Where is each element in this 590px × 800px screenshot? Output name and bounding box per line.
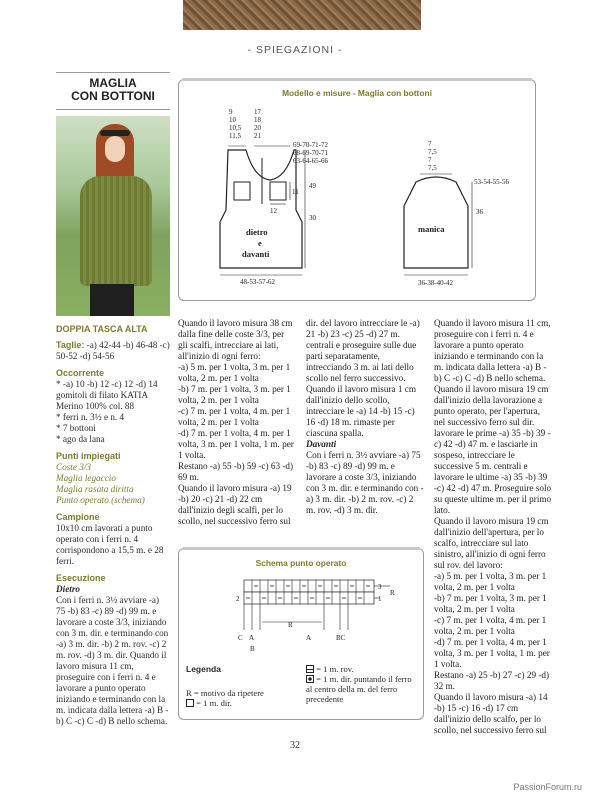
davanti-heading: Davanti [306,439,337,449]
esecuzione-heading: Esecuzione [56,573,106,583]
col4-para: Quando il lavoro misura 11 cm, proseguire con i ferri n. 4 e lavorare a punto operato iniziando e terminando con la m. indicata dalla lettera -a) B -b) C -c) C -d) B nello schema. [434,318,551,383]
campione-text: 10x10 cm lavorati a punto operato con i ferri n. 4 corrispondono a 15,5 m. e 28 ferri. [56,523,164,566]
pocket-width: 12 [270,207,277,215]
bottom-width: 48-53-57-62 [240,278,275,286]
schema-repeat-marker: R [390,589,395,597]
body-label-2: e [258,238,262,248]
punti-heading: Punti impiegati [56,451,121,461]
col2-para: -b) 7 m. per 1 volta, 3 m. per 1 volta, 2 m. per 1 volta [178,384,291,405]
col4-para: Quando il lavoro misura 19 cm dall'inizio della lavorazione a punto operato, per l'apertura, nel successivo ferro sul dir. lavorare le prime -a) 35 -b) 39 -c) 42 -d) 47 m. e lasciarle in sospeso, intrecciare le successive 5 m. centrali e lavorare le ultime -a) 35 -b) 39 -c) 42 -d) 47 m. Proseguire solo su queste ultime m. per il primo lato. [434,384,552,515]
schema-row-3: 3 [378,583,382,591]
pocket-height: 11 [292,188,299,196]
col4-para: Quando il lavoro misura 19 cm dall'inizio dell'apertura, per lo scalfo, intrecciare sul lato sinistro, all'inizio di ogni ferro sul rov. del lavoro: [434,516,549,570]
neck-width-a: 9 [229,108,233,116]
col3-para: Con i ferri n. 3½ avviare -a) 75 -b) 83 -c) 89 -d) 99 m. e lavorare a coste 3/3, iniziando con 3 m. dir. e terminando con -a) 3 m. dir. -b) 2 m. rov. -c) 2 m. rov. -d) 3 m. dir. [306,450,424,515]
height-b: 68-69-70-71 [293,149,328,157]
col2-para: -d) 7 m. per 1 volta, 4 m. per 1 volta, 3 m. per 1 volta, 1 m. per 1 volta. [178,428,294,460]
schema-col-A2: A [306,634,312,642]
col2-para: -c) 7 m. per 1 volta, 4 m. per 1 volta, 2 m. per 1 volta [178,406,291,427]
shoulder-width-c: 20 [254,124,261,132]
occorrente-item: * -a) 10 -b) 12 -c) 12 -d) 14 gomitoli di filato KATIA Merino 100% col. 88 [56,379,158,411]
sleeve-top-a: 7 [428,140,432,148]
schema-col-C: C [238,634,243,642]
legend-special-text: = 1 m. dir. puntando il ferro al centro della m. del ferro precedente [306,674,412,704]
watermark: PassionForum.ru [513,782,582,792]
subtitle: DOPPIA TASCA ALTA [56,324,148,334]
dietro-text: Con i ferri n. 3½ avviare -a) 75 -b) 83 -c) 89 -d) 99 m. e lavorare a coste 3/3, iniziando con 3 m. dir. e terminando con -a) 3 m. dir. -b) 2 m. rov. -c) 2 m. rov. -d) 3 m. dir. Quando il lavoro misura 11 cm, proseguire con i ferri n. 4 e lavorare a punto operato iniziando e terminando con la m. indicata dalla lettera -a) B -b) C -c) C -d) B nello schema. [56,595,169,726]
dietro-heading: Dietro [56,584,80,594]
shoulder-width-d: 21 [254,132,261,140]
height-c: 63-64-65-66 [293,157,328,165]
legend-knit-text: = 1 m. dir. [196,698,232,708]
campione-heading: Campione [56,512,100,522]
legend-special [306,674,418,704]
schema-row-2: 2 [236,595,240,603]
height-a: 69-70-71-72 [293,141,328,149]
schema-col-B: B [250,645,255,653]
legend-purl-text: = 1 m. rov. [316,664,354,674]
section-header: - SPIEGAZIONI - [247,44,343,56]
sleeve-length: 36 [476,208,483,216]
neck-width-b: 10 [229,116,236,124]
col2-para: -a) 5 m. per 1 volta, 3 m. per 1 volta, 2 m. per 1 volta [178,362,291,383]
sleeve-top-d: 7,5 [428,164,437,172]
col4-para: -c) 7 m. per 1 volta, 4 m. per 1 volta, 2 m. per 1 volta [434,615,547,636]
neck-width-d: 11,5 [229,132,241,140]
schema-title: Schema punto operato [255,558,347,568]
punto-item: Maglia legaccio [56,473,116,483]
measures-title: Modello e misure - Maglia con bottoni [282,88,432,98]
neck-width-c: 10,5 [229,124,242,132]
occorrente-item: * 7 bottoni [56,423,96,433]
col2-para: Restano -a) 55 -b) 59 -c) 63 -d) 69 m. [178,461,294,482]
col4-para: -b) 7 m. per 1 volta, 3 m. per 1 volta, 2 m. per 1 volta [434,593,547,614]
purl-stitch-icon [306,665,314,673]
col2-para: Quando il lavoro misura -a) 19 -b) 20 -c) 21 -d) 22 cm dall'inizio degli scalfi, per lo scollo, nel successivo ferro sul [178,483,292,526]
col4-para: -d) 7 m. per 1 volta, 4 m. per 1 volta, 3 m. per 1 volta, 1 m. per 1 volta. [434,637,550,669]
sleeve-top-c: 7 [428,156,432,164]
col3-para: dir. del lavoro intrecciare le -a) 21 -b) 23 -c) 25 -d) 27 m. centrali e proseguire sulle due parti separatamente, intrecciando 3 m. ai lati dello scollo nel ferro successivo. [306,318,420,383]
sleeve-cap-height: 53-54-55-56 [474,178,509,186]
body-label-3: davanti [242,249,270,259]
side-height: 30 [309,214,316,222]
knit-stitch-icon [186,699,194,707]
punto-item: Punto operato (schema) [56,495,145,505]
col3-para: Quando il lavoro misura 1 cm dall'inizio dello scollo, intrecciare le -a) 14 -b) 15 -c) 16 -d) 18 m. rimaste per ciascuna spalla. [306,384,416,438]
schema-col-BC: BC [336,634,346,642]
legend-knit [186,698,296,708]
sleeve-bottom-width: 36-38-40-42 [418,279,453,287]
taglie-label: Taglie: [56,340,85,350]
legend-repeat: R = motivo da ripetere [186,688,264,698]
punto-item: Maglia rasata diritta [56,484,134,494]
occorrente-item: * ferri n. 3½ e n. 4 [56,412,125,422]
special-stitch-icon [306,675,314,683]
taglie-value: -a) 42-44 -b) 46-48 -c) 50-52 -d) 54-56 [56,340,170,361]
title-line-1: MAGLIA [89,76,137,90]
punto-item: Coste 3/3 [56,462,91,472]
legend-title: Legenda [186,664,221,674]
occorrente-item: * ago da lana [56,434,105,444]
sleeve-label: manica [418,224,445,234]
col4-para: -a) 5 m. per 1 volta, 3 m. per 1 volta, 2 m. per 1 volta [434,571,547,592]
schema-col-A: A [249,634,255,642]
title-line-2: CON BOTTONI [71,89,155,103]
sleeve-top-b: 7,5 [428,148,437,156]
occorrente-heading: Occorrente [56,368,105,378]
shoulder-width-b: 18 [254,116,261,124]
col4-para: Quando il lavoro misura -a) 14 -b) 15 -c) 16 -d) 17 cm dall'inizio dello scalfo, per lo scollo, nel successivo ferro sul [434,692,548,735]
col2-para: Quando il lavoro misura 38 cm dalla fine delle coste 3/3, per gli scalfi, intrecciare ai lati, all'inizio di ogni ferro: [178,318,293,361]
armhole-height: 49 [309,182,316,190]
body-label-1: dietro [246,227,268,237]
shoulder-width-a: 17 [254,108,261,116]
page-number: 32 [290,740,300,751]
schema-repeat: R [288,621,293,629]
schema-row-1: 1 [378,595,382,603]
legend-purl [306,664,416,674]
col4-para: Restano -a) 25 -b) 27 -c) 29 -d) 32 m. [434,670,550,691]
